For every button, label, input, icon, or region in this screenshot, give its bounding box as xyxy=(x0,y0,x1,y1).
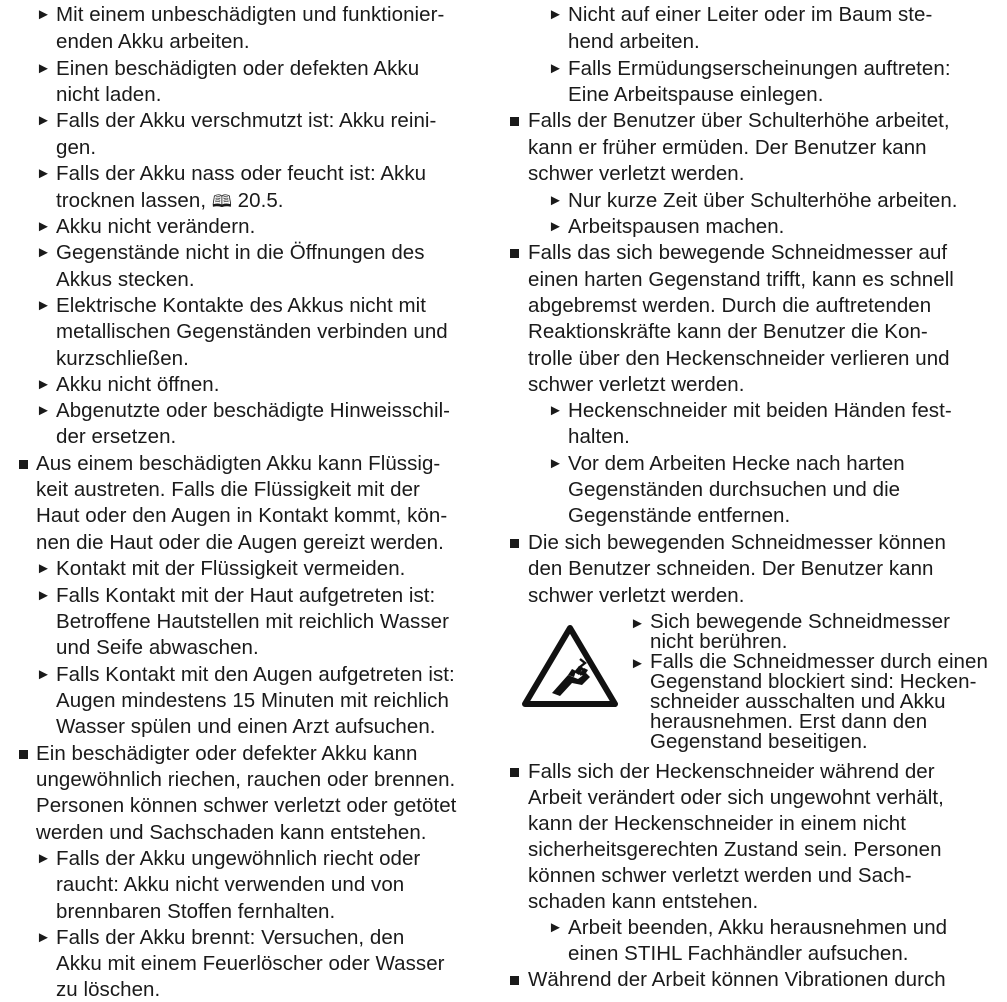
text-line: den Benutzer schneiden. Der Benutzer kann xyxy=(528,557,934,580)
text-line xyxy=(56,189,284,214)
text-line: zu löschen. xyxy=(56,978,161,1001)
arrow-triangle-icon: ► xyxy=(36,244,51,261)
arrow-triangle-icon: ► xyxy=(36,6,51,23)
text-line: nen die Haut oder die Augen gereizt werden. xyxy=(36,531,444,554)
text-line: nicht berühren. xyxy=(650,630,788,653)
text-line: Falls das sich bewegende Schneidmesser auf xyxy=(528,241,948,264)
bullet-square-icon xyxy=(19,750,28,759)
text-line: Falls Kontakt mit der Haut aufgetreten ist: xyxy=(56,584,436,607)
text-line: enden Akku arbeiten. xyxy=(56,30,250,53)
text-line: Falls der Akku nass oder feucht ist: Akku xyxy=(56,162,427,185)
text-line: gen. xyxy=(56,136,97,159)
text-line: Falls der Akku ungewöhnlich riecht oder xyxy=(56,847,421,870)
text-segment: trocknen lassen, xyxy=(56,189,207,212)
text-line: schwer verletzt werden. xyxy=(528,373,745,396)
text-line: einen STIHL Fachhändler aufsuchen. xyxy=(568,942,909,965)
text-line: Arbeit verändert oder sich ungewohnt verhält, xyxy=(528,786,944,809)
text-line: kann der Heckenschneider in einem nicht xyxy=(528,812,906,835)
arrow-triangle-icon: ► xyxy=(36,402,51,419)
text-line: keit austreten. Falls die Flüssigkeit mit der xyxy=(36,478,420,501)
arrow-triangle-icon: ► xyxy=(548,218,563,235)
text-line: Akku mit einem Feuerlöscher oder Wasser xyxy=(56,952,445,975)
text-line: Falls Kontakt mit den Augen aufgetreten ist: xyxy=(56,663,455,686)
text-line: Akku nicht öffnen. xyxy=(56,373,220,396)
text-line: und Seife abwaschen. xyxy=(56,636,259,659)
arrow-triangle-icon: ► xyxy=(36,297,51,314)
arrow-triangle-icon: ► xyxy=(36,929,51,946)
text-line: Akkus stecken. xyxy=(56,268,195,291)
text-line: Haut oder den Augen in Kontakt kommt, kön- xyxy=(36,504,448,527)
arrow-triangle-icon: ► xyxy=(548,455,563,472)
text-line: Eine Arbeitspause einlegen. xyxy=(568,83,824,106)
text-line: trolle über den Heckenschneider verlieren und xyxy=(528,347,950,370)
text-line: Betroffene Hautstellen mit reichlich Wasser xyxy=(56,610,449,633)
arrow-triangle-icon: ► xyxy=(548,919,563,936)
text-line: Wasser spülen und einen Arzt aufsuchen. xyxy=(56,715,436,738)
bullet-square-icon xyxy=(510,117,519,126)
text-line: Falls der Akku brennt: Versuchen, den xyxy=(56,926,405,949)
book-icon: 🕮 xyxy=(211,192,232,212)
text-line: Heckenschneider mit beiden Händen fest- xyxy=(568,399,952,422)
text-line: Mit einem unbeschädigten und funktionier- xyxy=(56,3,445,26)
text-line: hend arbeiten. xyxy=(568,30,700,53)
text-line: Akku nicht verändern. xyxy=(56,215,256,238)
arrow-triangle-icon: ► xyxy=(36,376,51,393)
bullet-square-icon xyxy=(510,976,519,985)
text-line: ungewöhnlich riechen, rauchen oder brennen. xyxy=(36,768,456,791)
text-line: schneider ausschalten und Akku xyxy=(650,690,946,713)
arrow-triangle-icon: ► xyxy=(548,192,563,209)
text-line: Falls sich der Heckenschneider während der xyxy=(528,760,935,783)
text-line: nicht laden. xyxy=(56,83,162,106)
text-line: Gegenstand blockiert sind: Hecken- xyxy=(650,670,977,693)
text-line: Arbeitspausen machen. xyxy=(568,215,785,238)
text-line: Personen können schwer verletzt oder getötet xyxy=(36,794,457,817)
arrow-triangle-icon: ► xyxy=(36,666,51,683)
text-line: Falls der Akku verschmutzt ist: Akku reini- xyxy=(56,109,437,132)
text-line: schwer verletzt werden. xyxy=(528,162,745,185)
text-line: Einen beschädigten oder defekten Akku xyxy=(56,57,420,80)
text-line: abgebremst werden. Durch die auftretenden xyxy=(528,294,932,317)
text-line: Reaktionskräfte kann der Benutzer die Kon- xyxy=(528,320,928,343)
text-line: Aus einem beschädigten Akku kann Flüssig- xyxy=(36,452,441,475)
text-line: Sich bewegende Schneidmesser xyxy=(650,610,950,633)
arrow-triangle-icon: ► xyxy=(548,6,563,23)
text-line: sicherheitsgerechten Zustand sein. Personen xyxy=(528,838,942,861)
hand-cut-warning-icon xyxy=(522,625,618,707)
text-line: herausnehmen. Erst dann den xyxy=(650,710,928,733)
arrow-triangle-icon: ► xyxy=(630,655,645,672)
text-line: raucht: Akku nicht verwenden und von xyxy=(56,873,405,896)
bullet-square-icon xyxy=(510,249,519,258)
text-line: Falls Ermüdungserscheinungen auftreten: xyxy=(568,57,951,80)
text-line: kann er früher ermüden. Der Benutzer kann xyxy=(528,136,927,159)
text-line: halten. xyxy=(568,425,630,448)
text-line: einen harten Gegenstand trifft, kann es schnell xyxy=(528,268,954,291)
text-line: Vor dem Arbeiten Hecke nach harten xyxy=(568,452,905,475)
text-line: Arbeit beenden, Akku herausnehmen und xyxy=(568,916,948,939)
bullet-square-icon xyxy=(510,768,519,777)
arrow-triangle-icon: ► xyxy=(36,560,51,577)
text-line: Kontakt mit der Flüssigkeit vermeiden. xyxy=(56,557,406,580)
text-line: Gegenständen durchsuchen und die xyxy=(568,478,901,501)
chapter-reference: 20.5. xyxy=(237,189,284,212)
arrow-triangle-icon: ► xyxy=(36,218,51,235)
text-line: Augen mindestens 15 Minuten mit reichlich xyxy=(56,689,449,712)
arrow-triangle-icon: ► xyxy=(36,165,51,182)
bullet-square-icon xyxy=(510,539,519,548)
text-line: metallischen Gegenständen verbinden und xyxy=(56,320,448,343)
arrow-triangle-icon: ► xyxy=(36,60,51,77)
text-line: Ein beschädigter oder defekter Akku kann xyxy=(36,742,418,765)
arrow-triangle-icon: ► xyxy=(548,402,563,419)
text-line: Gegenstände nicht in die Öffnungen des xyxy=(56,241,425,264)
text-line: Die sich bewegenden Schneidmesser können xyxy=(528,531,946,554)
arrow-triangle-icon: ► xyxy=(36,850,51,867)
arrow-triangle-icon: ► xyxy=(630,615,645,632)
text-line: können schwer verletzt werden und Sach- xyxy=(528,864,912,887)
text-line: schaden kann entstehen. xyxy=(528,890,759,913)
text-line: schwer verletzt werden. xyxy=(528,584,745,607)
text-line: kurzschließen. xyxy=(56,347,189,370)
bullet-square-icon xyxy=(19,460,28,469)
text-line: Elektrische Kontakte des Akkus nicht mit xyxy=(56,294,427,317)
text-line: Gegenstand beseitigen. xyxy=(650,730,868,753)
arrow-triangle-icon: ► xyxy=(36,112,51,129)
arrow-triangle-icon: ► xyxy=(548,60,563,77)
text-line: werden und Sachschaden kann entstehen. xyxy=(36,821,427,844)
text-line: Nur kurze Zeit über Schulterhöhe arbeiten. xyxy=(568,189,958,212)
text-line: Falls die Schneidmesser durch einen xyxy=(650,650,988,673)
arrow-triangle-icon: ► xyxy=(36,587,51,604)
text-line: der ersetzen. xyxy=(56,425,177,448)
text-line: Abgenutzte oder beschädigte Hinweisschil- xyxy=(56,399,451,422)
text-line: Falls der Benutzer über Schulterhöhe arbeitet, xyxy=(528,109,950,132)
text-line: Nicht auf einer Leiter oder im Baum ste- xyxy=(568,3,933,26)
text-line: Gegenstände entfernen. xyxy=(568,504,791,527)
text-line: Während der Arbeit können Vibrationen durch xyxy=(528,968,946,991)
text-line: brennbaren Stoffen fernhalten. xyxy=(56,900,336,923)
